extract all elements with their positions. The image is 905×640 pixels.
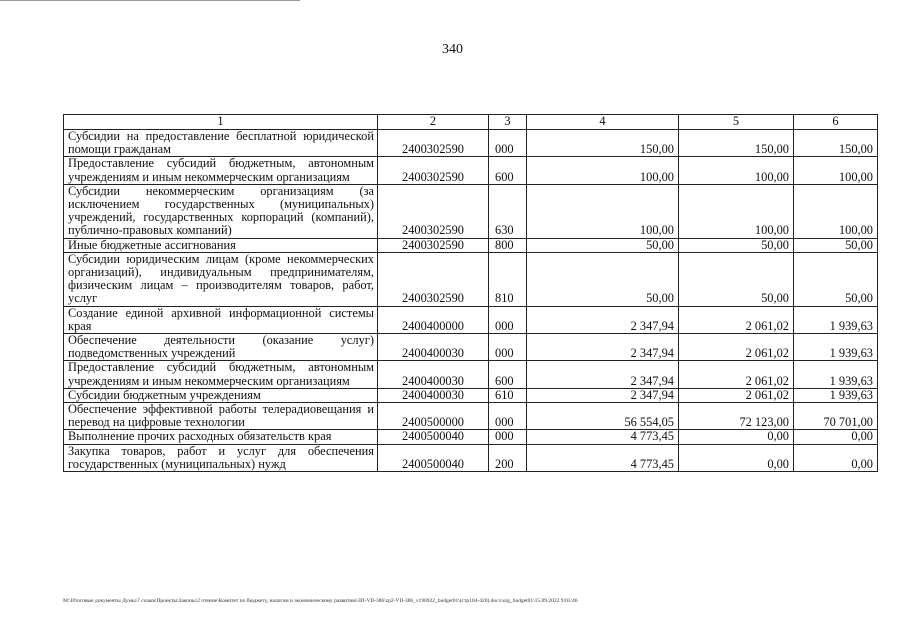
column-header-6: 6 xyxy=(794,115,878,130)
row-code: 2400500040 xyxy=(378,430,489,444)
table-row xyxy=(64,430,878,444)
row-value-col4: 56 554,05 xyxy=(527,403,679,430)
row-name: Закупка товаров, работ и услуг для обеспечения государственных (муниципальных) нужд xyxy=(64,444,378,471)
row-name: Субсидии на предоставление бесплатной юридической помощи гражданам xyxy=(64,130,378,157)
row-value-col4: 150,00 xyxy=(527,130,679,157)
row-expense-type: 600 xyxy=(489,361,527,388)
row-value-col4: 100,00 xyxy=(527,184,679,238)
table-row xyxy=(64,403,878,430)
row-name: Иные бюджетные ассигнования xyxy=(64,238,378,252)
row-value-col6: 0,00 xyxy=(794,430,878,444)
row-value-col6: 0,00 xyxy=(794,444,878,471)
row-value-col6: 1 939,63 xyxy=(794,388,878,402)
table-row xyxy=(64,130,878,157)
row-value-col5: 0,00 xyxy=(679,430,794,444)
file-path-footer: M:\Итоговые документы Думы\7 созыв\Проекты\Законы\2 чтение\Комитет по бюджету, налогам и экономическому развитию\ЗП-VII-386\zp2-VII-386_v190922_budget01\(стр104-420).docx\org_budget01\15.09.2022 9:03:46 xyxy=(63,598,578,604)
table-row xyxy=(64,238,878,252)
row-value-col5: 72 123,00 xyxy=(679,403,794,430)
row-value-col4: 50,00 xyxy=(527,252,679,306)
row-value-col6: 100,00 xyxy=(794,184,878,238)
row-code: 2400302590 xyxy=(378,238,489,252)
row-name: Создание единой архивной информационной системы края xyxy=(64,306,378,333)
row-code: 2400302590 xyxy=(378,130,489,157)
row-value-col5: 100,00 xyxy=(679,184,794,238)
column-header-1: 1 xyxy=(64,115,378,130)
row-value-col6: 70 701,00 xyxy=(794,403,878,430)
row-code: 2400400030 xyxy=(378,334,489,361)
row-value-col4: 2 347,94 xyxy=(527,361,679,388)
row-name: Обеспечение эффективной работы телерадиовещания и перевод на цифровые технологии xyxy=(64,403,378,430)
row-name: Предоставление субсидий бюджетным, автономным учреждениям и иным некоммерческим организациям xyxy=(64,157,378,184)
row-expense-type: 000 xyxy=(489,334,527,361)
table-row xyxy=(64,334,878,361)
row-value-col5: 100,00 xyxy=(679,157,794,184)
row-value-col6: 50,00 xyxy=(794,252,878,306)
row-value-col4: 50,00 xyxy=(527,238,679,252)
row-code: 2400302590 xyxy=(378,184,489,238)
row-value-col6: 100,00 xyxy=(794,157,878,184)
row-expense-type: 630 xyxy=(489,184,527,238)
row-code: 2400400030 xyxy=(378,388,489,402)
row-value-col6: 1 939,63 xyxy=(794,334,878,361)
row-value-col4: 100,00 xyxy=(527,157,679,184)
table-row xyxy=(64,444,878,471)
row-value-col5: 2 061,02 xyxy=(679,306,794,333)
row-code: 2400400000 xyxy=(378,306,489,333)
row-value-col5: 50,00 xyxy=(679,252,794,306)
row-value-col6: 150,00 xyxy=(794,130,878,157)
row-expense-type: 610 xyxy=(489,388,527,402)
table-row xyxy=(64,361,878,388)
row-value-col5: 2 061,02 xyxy=(679,388,794,402)
row-value-col5: 2 061,02 xyxy=(679,361,794,388)
row-expense-type: 000 xyxy=(489,430,527,444)
table-row xyxy=(64,306,878,333)
page-number: 340 xyxy=(442,42,463,57)
row-code: 2400302590 xyxy=(378,157,489,184)
row-value-col6: 1 939,63 xyxy=(794,306,878,333)
table-row xyxy=(64,184,878,238)
row-value-col6: 1 939,63 xyxy=(794,361,878,388)
row-expense-type: 800 xyxy=(489,238,527,252)
row-value-col5: 150,00 xyxy=(679,130,794,157)
row-value-col4: 2 347,94 xyxy=(527,334,679,361)
row-expense-type: 000 xyxy=(489,306,527,333)
row-expense-type: 810 xyxy=(489,252,527,306)
row-value-col5: 50,00 xyxy=(679,238,794,252)
row-expense-type: 000 xyxy=(489,130,527,157)
column-header-2: 2 xyxy=(378,115,489,130)
row-code: 2400302590 xyxy=(378,252,489,306)
row-name: Обеспечение деятельности (оказание услуг) подведомственных учреждений xyxy=(64,334,378,361)
row-name: Субсидии некоммерческим организациям (за исключением государственных (муниципальных) учреждений, государственных корпораций (компаний), публично-правовых компаний) xyxy=(64,184,378,238)
row-value-col5: 0,00 xyxy=(679,444,794,471)
row-expense-type: 000 xyxy=(489,403,527,430)
top-scan-line xyxy=(0,0,300,3)
row-name: Выполнение прочих расходных обязательств края xyxy=(64,430,378,444)
row-value-col6: 50,00 xyxy=(794,238,878,252)
row-name: Субсидии бюджетным учреждениям xyxy=(64,388,378,402)
row-name: Субсидии юридическим лицам (кроме некоммерческих организаций), индивидуальным предпринимателям, физическим лицам – производителям товаров, работ, услуг xyxy=(64,252,378,306)
table-row xyxy=(64,157,878,184)
column-header-4: 4 xyxy=(527,115,679,130)
column-header-5: 5 xyxy=(679,115,794,130)
row-value-col4: 2 347,94 xyxy=(527,306,679,333)
table-header-row xyxy=(64,115,878,130)
column-header-3: 3 xyxy=(489,115,527,130)
row-value-col4: 4 773,45 xyxy=(527,444,679,471)
row-value-col4: 2 347,94 xyxy=(527,388,679,402)
row-value-col5: 2 061,02 xyxy=(679,334,794,361)
table-row xyxy=(64,252,878,306)
row-expense-type: 600 xyxy=(489,157,527,184)
row-code: 2400400030 xyxy=(378,361,489,388)
row-expense-type: 200 xyxy=(489,444,527,471)
budget-table xyxy=(63,114,878,472)
budget-table-body xyxy=(64,115,878,472)
row-value-col4: 4 773,45 xyxy=(527,430,679,444)
row-name: Предоставление субсидий бюджетным, автономным учреждениям и иным некоммерческим организациям xyxy=(64,361,378,388)
table-row xyxy=(64,388,878,402)
row-code: 2400500040 xyxy=(378,444,489,471)
row-code: 2400500000 xyxy=(378,403,489,430)
